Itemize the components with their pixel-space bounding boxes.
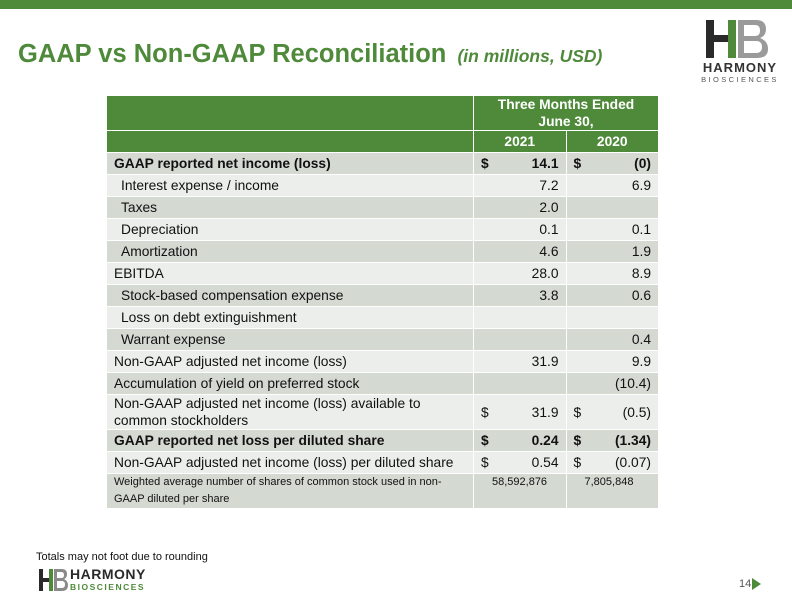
slide-subtitle: (in millions, USD)	[457, 46, 603, 66]
period-header	[474, 96, 658, 130]
table-row	[107, 373, 658, 394]
cell-value: (0.07)	[614, 455, 651, 470]
cell-value: 0.6	[631, 288, 651, 303]
period-header-line2: June 30,	[538, 114, 594, 129]
table-row	[107, 452, 658, 473]
value-2021	[474, 474, 566, 508]
next-arrow-icon	[752, 578, 761, 590]
cell-value: 0.1	[539, 222, 559, 237]
cell-value: 4.6	[539, 244, 559, 259]
cell-value: (0)	[634, 156, 651, 171]
cell-value: 0.24	[531, 433, 559, 448]
currency-symbol: $	[573, 156, 582, 171]
value-2020	[567, 263, 659, 284]
value-2021	[474, 430, 566, 451]
cell-value: 1.9	[631, 244, 651, 259]
value-2020	[567, 474, 659, 508]
page-number: 14	[739, 578, 752, 590]
currency-symbol: $	[481, 404, 489, 420]
value-2021	[474, 197, 566, 218]
year-header-2021: 2021	[474, 131, 566, 152]
value-2021	[474, 263, 566, 284]
hb-logo-small-icon	[38, 568, 68, 594]
value-2021	[474, 285, 566, 306]
currency-symbol: $	[573, 455, 582, 470]
value-2020	[567, 175, 659, 196]
top-accent-bar	[0, 0, 792, 9]
cell-value: 3.8	[539, 288, 559, 303]
value-2020	[567, 395, 659, 429]
footer-logo	[38, 566, 178, 594]
value-2020	[567, 373, 659, 394]
table-row	[107, 329, 658, 350]
currency-symbol: $	[481, 455, 489, 470]
table-row	[107, 197, 658, 218]
hb-logo-icon	[702, 20, 778, 60]
cell-value: 0.54	[531, 455, 559, 470]
cell-value: 31.9	[531, 354, 559, 369]
row-label: Weighted average number of shares of common stock used in non-GAAP diluted per share	[107, 474, 473, 508]
value-2020	[567, 307, 659, 328]
value-2021	[474, 153, 566, 174]
cell-value: 2.0	[539, 200, 559, 215]
row-label: Non-GAAP adjusted net income (loss) per diluted share	[107, 452, 473, 473]
cell-value: 0.1	[631, 222, 651, 237]
value-2021	[474, 329, 566, 350]
row-label: GAAP reported net loss per diluted share	[107, 430, 473, 451]
cell-value: 0.4	[631, 332, 651, 347]
currency-symbol: $	[573, 404, 582, 420]
value-2021	[474, 175, 566, 196]
footer-logo-tagline: BIOSCIENCES	[70, 582, 146, 592]
company-logo	[700, 20, 780, 82]
header-blank-cell	[107, 96, 473, 130]
value-2020	[567, 153, 659, 174]
period-header-line1: Three Months Ended	[497, 97, 635, 112]
cell-value: 6.9	[631, 178, 651, 193]
table-row	[107, 175, 658, 196]
year-header-row	[107, 131, 658, 152]
row-label: Interest expense / income	[107, 175, 473, 196]
row-label: Non-GAAP adjusted net income (loss)	[107, 351, 473, 372]
cell-value: 8.9	[631, 266, 651, 281]
value-2020	[567, 351, 659, 372]
row-label: Accumulation of yield on preferred stock	[107, 373, 473, 394]
table-row	[107, 430, 658, 451]
cell-value: 58,592,876	[492, 476, 548, 488]
value-2021	[474, 395, 566, 429]
currency-symbol: $	[481, 433, 489, 448]
row-label: Stock-based compensation expense	[107, 285, 473, 306]
row-label: Taxes	[107, 197, 473, 218]
row-label: Loss on debt extinguishment	[107, 307, 473, 328]
value-2021	[474, 351, 566, 372]
table-row	[107, 285, 658, 306]
cell-value: (0.5)	[622, 404, 651, 420]
value-2020	[567, 430, 659, 451]
logo-name: HARMONY	[702, 60, 778, 75]
year-header-2020: 2020	[567, 131, 659, 152]
row-label: GAAP reported net income (loss)	[107, 153, 473, 174]
logo-tagline: BIOSCIENCES	[701, 75, 779, 84]
reconciliation-table	[106, 95, 659, 509]
row-label: EBITDA	[107, 263, 473, 284]
row-label: Amortization	[107, 241, 473, 262]
table-row	[107, 263, 658, 284]
cell-value: 14.1	[531, 156, 559, 171]
value-2020	[567, 329, 659, 350]
footnote: Totals may not foot due to rounding	[36, 551, 208, 563]
currency-symbol: $	[573, 433, 582, 448]
footer-logo-name: HARMONY	[70, 566, 146, 582]
table-row	[107, 219, 658, 240]
value-2021	[474, 452, 566, 473]
header-blank-cell	[107, 131, 473, 152]
currency-symbol: $	[481, 156, 489, 171]
cell-value: 7,805,848	[584, 476, 634, 488]
table-row	[107, 351, 658, 372]
slide-title-text: GAAP vs Non-GAAP Reconciliation	[18, 40, 447, 68]
value-2020	[567, 241, 659, 262]
table-row	[107, 241, 658, 262]
cell-value: 31.9	[531, 404, 559, 420]
value-2021	[474, 241, 566, 262]
value-2020	[567, 219, 659, 240]
value-2020	[567, 197, 659, 218]
table-row	[107, 153, 658, 174]
table-row	[107, 474, 658, 508]
table-row	[107, 307, 658, 328]
value-2021	[474, 219, 566, 240]
cell-value: 28.0	[531, 266, 559, 281]
row-label: Depreciation	[107, 219, 473, 240]
value-2020	[567, 285, 659, 306]
value-2021	[474, 307, 566, 328]
value-2020	[567, 452, 659, 473]
cell-value: 9.9	[631, 354, 651, 369]
slide-title	[18, 40, 602, 69]
row-label: Non-GAAP adjusted net income (loss) available to common stockholders	[107, 395, 473, 429]
table-row	[107, 395, 658, 429]
table-header-row	[107, 96, 658, 130]
row-label: Warrant expense	[107, 329, 473, 350]
value-2021	[474, 373, 566, 394]
cell-value: (10.4)	[614, 376, 651, 391]
cell-value: (1.34)	[614, 433, 651, 448]
cell-value: 7.2	[539, 178, 559, 193]
